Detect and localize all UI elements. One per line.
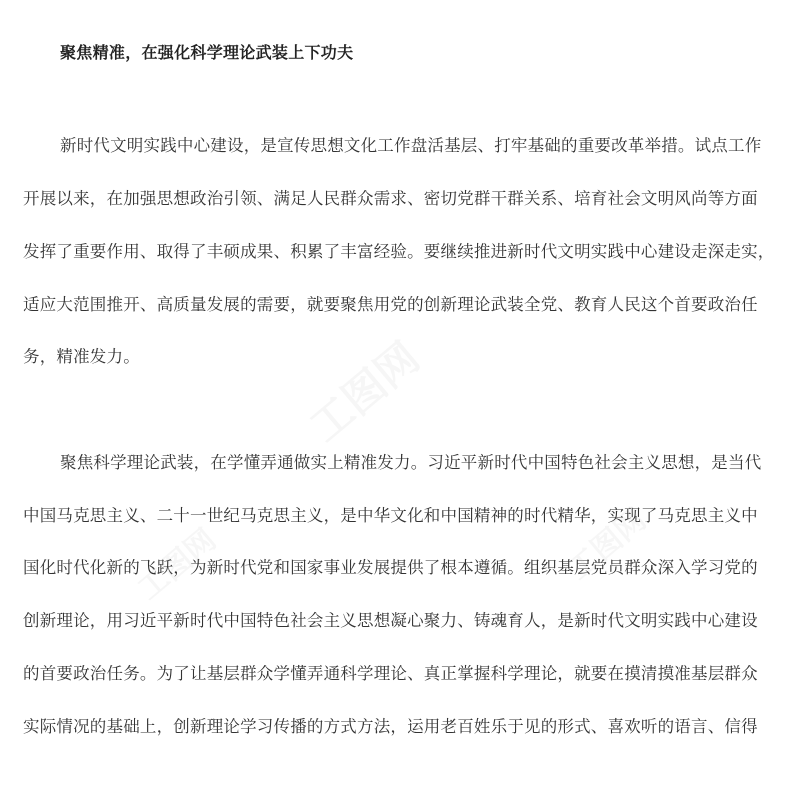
paragraph-1-line-2: 开展以来，在加强思想政治引领、满足人民群众需求、密切党群干群关系、培育社会文明风尚等方面 (23, 189, 758, 208)
paragraph-2-line-1: 聚焦科学理论武装，在学懂弄通做实上精准发力。习近平新时代中国特色社会主义思想，是当代 (60, 453, 762, 472)
paragraph-1-line-1: 新时代文明实践中心建设，是宣传思想文化工作盘活基层、打牢基础的重要改革举措。试点工作 (60, 136, 762, 155)
paragraph-2-line-2: 中国马克思主义、二十一世纪马克思主义，是中华文化和中国精神的时代精华，实现了马克思主义中 (23, 506, 758, 525)
paragraph-2-line-5: 的首要政治任务。为了让基层群众学懂弄通科学理论、真正掌握科学理论，就要在摸清摸准基层群众 (23, 664, 758, 683)
paragraph-2-line-6: 实际情况的基础上，创新理论学习传播的方式方法，运用老百姓乐于见的形式、喜欢听的语言、信得 (23, 717, 758, 736)
paragraph-1-line-3: 发挥了重要作用、取得了丰硕成果、积累了丰富经验。要继续推进新时代文明实践中心建设走深走实， (23, 242, 775, 261)
watermark-logo: 工图网 (561, 502, 653, 588)
watermark-logo: 工图网 (131, 522, 223, 608)
paragraph-2-line-4: 创新理论，用习近平新时代中国特色社会主义思想凝心聚力、铸魂育人，是新时代文明实践中心建设 (23, 611, 758, 630)
paragraph-1-line-4: 适应大范围推开、高质量发展的需要，就要聚焦用党的创新理论武装全党、教育人民这个首要政治任 (23, 295, 758, 314)
section-heading: 聚焦精准，在强化科学理论武装上下功夫 (60, 43, 354, 62)
watermark-logo: 工图网 (300, 332, 429, 452)
paragraph-1-line-5: 务，精准发力。 (23, 347, 140, 366)
paragraph-2-line-3: 国化时代化新的飞跃，为新时代党和国家事业发展提供了根本遵循。组织基层党员群众深入学习党的 (23, 558, 758, 577)
